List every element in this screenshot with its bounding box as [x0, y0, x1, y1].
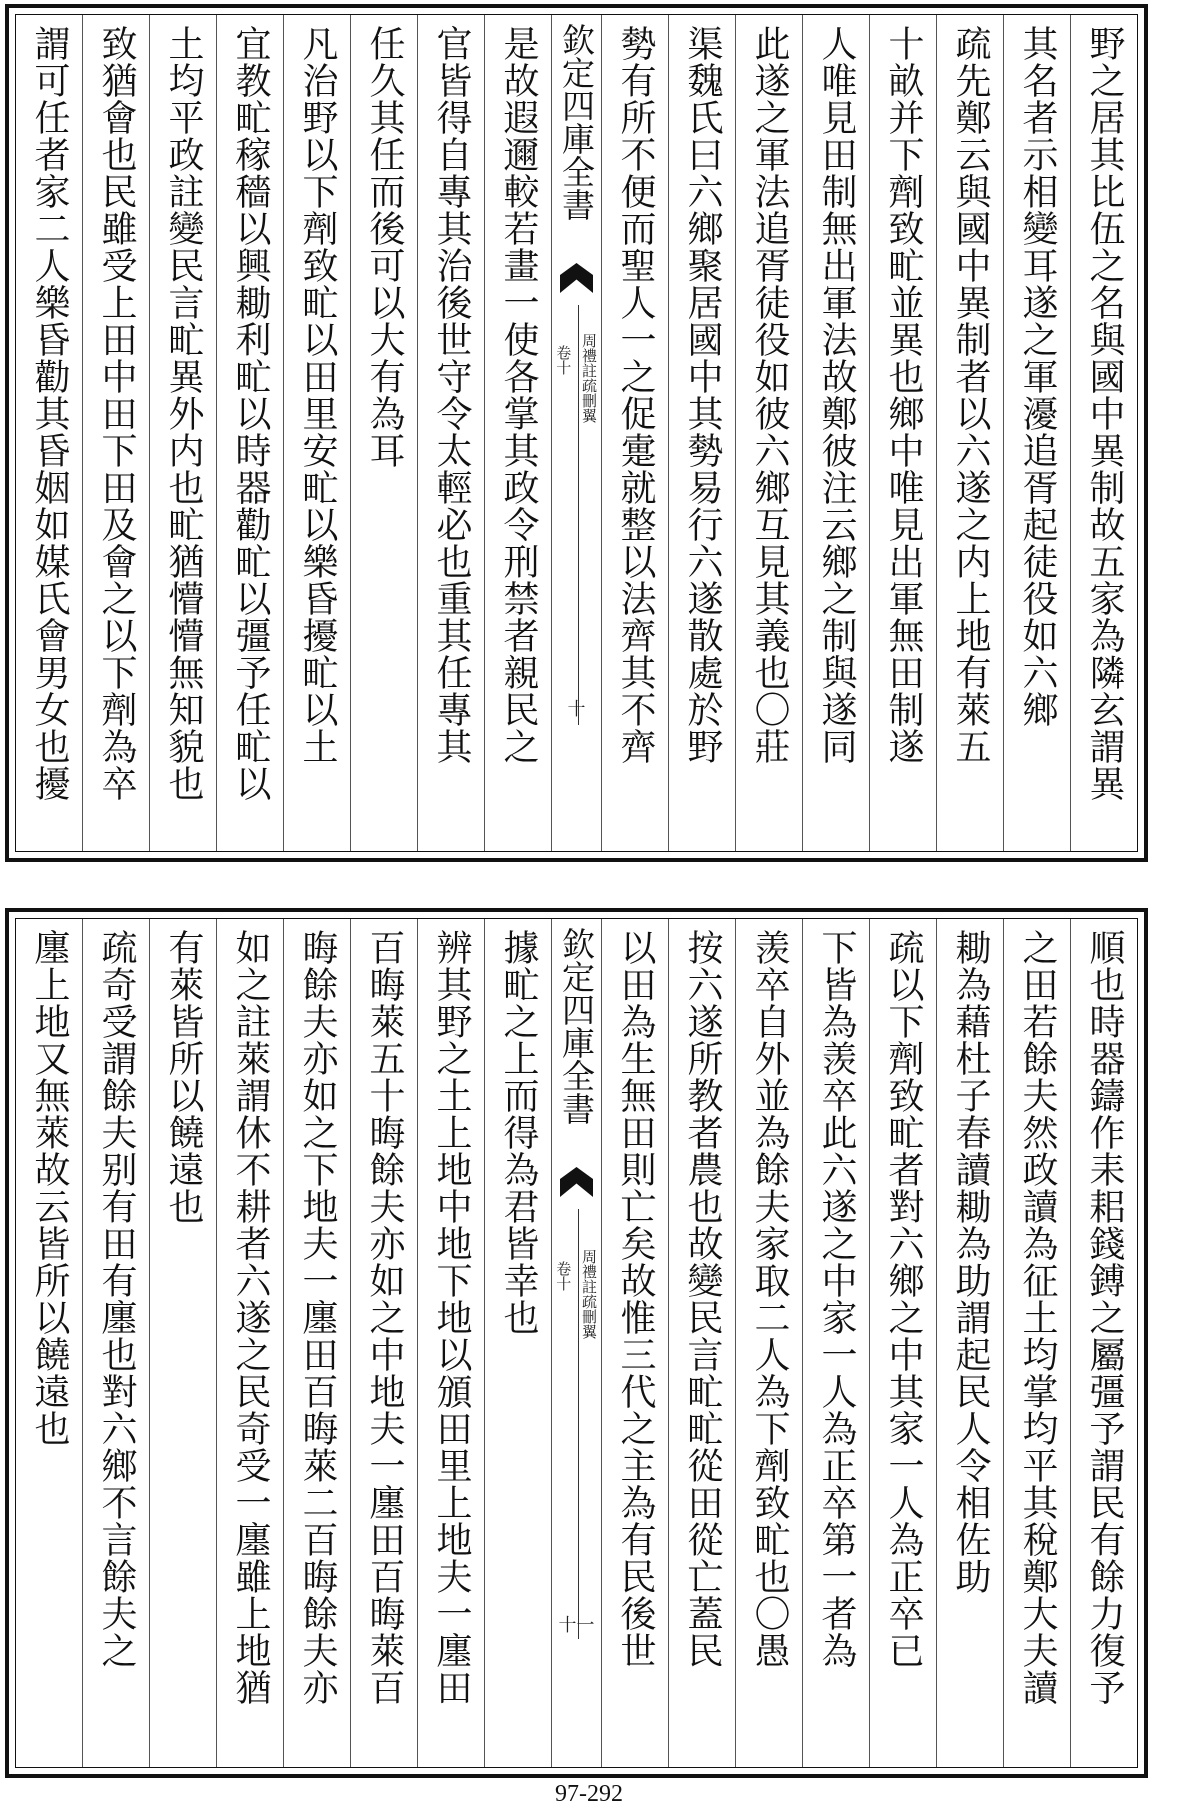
column-text: 疏以下劑致甿者對六鄉之中其家一人為正卒已 [883, 929, 924, 1669]
center-title: 欽定四庫全書 [557, 927, 596, 1125]
lower-page [5, 908, 1148, 1778]
text-column [802, 15, 869, 851]
text-column [149, 919, 216, 1767]
column-text: 順也時器鑄作耒耜錢鎛之屬彊予謂民有餘力復予 [1084, 929, 1125, 1706]
column-text: 百晦萊五十晦餘夫亦如之中地夫一廛田百晦萊百 [364, 929, 405, 1706]
text-column [216, 919, 283, 1767]
leaf-number: 十 [567, 699, 586, 720]
text-column [869, 15, 936, 851]
column-text: 十畝并下劑致甿並異也鄉中唯見出軍無田制遂 [883, 25, 924, 765]
column-text: 如之註萊謂休不耕者六遂之民奇受一廛雖上地猶 [230, 929, 271, 1706]
text-column [802, 919, 869, 1767]
center-title: 欽定四庫全書 [557, 23, 596, 221]
upper-page-frame [15, 14, 1138, 852]
column-text: 任久其任而後可以大有為耳 [364, 25, 405, 469]
column-text: 致猶會也民雖受上田中田下田及會之以下劑為卒 [96, 25, 137, 802]
text-column [601, 919, 668, 1767]
column-text: 下皆為羡卒此六遂之中家一人為正卒第一者為 [816, 929, 857, 1669]
column-text: 謂可任者家二人樂昏勸其昏姻如媒氏會男女也擾 [29, 25, 70, 802]
text-column [82, 919, 149, 1767]
column-text: 耡為藉杜子春讀耡為助謂起民人令相佐助 [950, 929, 991, 1595]
book-title: 周禮註疏刪翼 [580, 333, 598, 423]
text-column [283, 15, 350, 851]
text-column [735, 15, 802, 851]
volume-label: 卷十 [554, 1261, 573, 1291]
column-text: 疏奇受謂餘夫别有田有廛也對六鄉不言餘夫之 [96, 929, 137, 1669]
text-column [16, 919, 82, 1767]
text-column [1003, 919, 1070, 1767]
column-text: 有萊皆所以饒遠也 [163, 929, 204, 1225]
column-text: 官皆得自專其治後世守令太輕必也重其任專其 [431, 25, 472, 765]
book-title: 周禮註疏刪翼 [580, 1249, 598, 1339]
column-text: 土均平政註變民言甿異外内也甿猶懵懵無知貌也 [163, 25, 204, 802]
column-text: 凡治野以下劑致甿以田里安甿以樂昏擾甿以土 [297, 25, 338, 765]
text-column [350, 15, 417, 851]
column-text: 之田若餘夫然政讀為征土均掌均平其稅鄭大夫讀 [1017, 929, 1058, 1706]
text-column [350, 919, 417, 1767]
text-column [417, 919, 484, 1767]
upper-page [5, 4, 1148, 862]
column-text: 渠魏氏曰六鄉聚居國中其勢易行六遂散處於野 [682, 25, 723, 765]
text-column [869, 919, 936, 1767]
lower-page-frame [15, 918, 1138, 1768]
column-text: 據甿之上而得為君皆幸也 [498, 929, 539, 1336]
text-column [936, 15, 1003, 851]
text-column [735, 919, 802, 1767]
page-number: 97-292 [555, 1781, 623, 1807]
text-column [149, 15, 216, 851]
text-column [283, 919, 350, 1767]
column-text: 晦餘夫亦如之下地夫一廛田百晦萊二百晦餘夫亦 [297, 929, 338, 1706]
column-text: 廛上地又無萊故云皆所以饒遠也 [29, 929, 70, 1447]
text-column [417, 15, 484, 851]
column-text: 辨其野之土上地中地下地以頒田里上地夫一廛田 [431, 929, 472, 1706]
center-margin [551, 15, 601, 851]
column-text: 以田為生無田則亡矣故惟三代之主為有民後世 [615, 929, 656, 1669]
column-text: 野之居其比伍之名與國中異制故五家為隣玄謂異 [1084, 25, 1125, 802]
text-column [1003, 15, 1070, 851]
column-text: 其名者示相變耳遂之軍瀀追胥起徒役如六鄉 [1017, 25, 1058, 728]
text-column [936, 919, 1003, 1767]
text-column [484, 919, 551, 1767]
text-column [601, 15, 668, 851]
center-margin [551, 919, 601, 1767]
column-text: 宜教甿稼穡以興耡利甿以時器勸甿以彊予任甿以 [230, 25, 271, 802]
text-column [668, 919, 735, 1767]
text-column [216, 15, 283, 851]
text-column [1070, 15, 1137, 851]
volume-label: 卷十 [554, 345, 573, 375]
text-column [1070, 919, 1137, 1767]
text-column [484, 15, 551, 851]
leaf-number: 十一 [558, 1615, 595, 1636]
column-text: 人唯見田制無出軍法故鄭彼注云鄉之制與遂同 [816, 25, 857, 765]
text-column [16, 15, 82, 851]
column-text: 按六遂所教者農也故變民言甿甿從田從亡蓋民 [682, 929, 723, 1669]
text-column [82, 15, 149, 851]
column-text: 勢有所不便而聖人一之促疐就整以法齊其不齊 [615, 25, 656, 765]
column-text: 是故遐邇較若畫一使各掌其政令刑禁者親民之 [498, 25, 539, 765]
column-text: 疏先鄭云與國中異制者以六遂之内上地有萊五 [950, 25, 991, 765]
column-text: 此遂之軍法追胥徒役如彼六鄉互見其義也〇莊 [749, 25, 790, 765]
text-column [668, 15, 735, 851]
column-text: 羡卒自外並為餘夫家取二人為下劑致甿也〇愚 [749, 929, 790, 1669]
